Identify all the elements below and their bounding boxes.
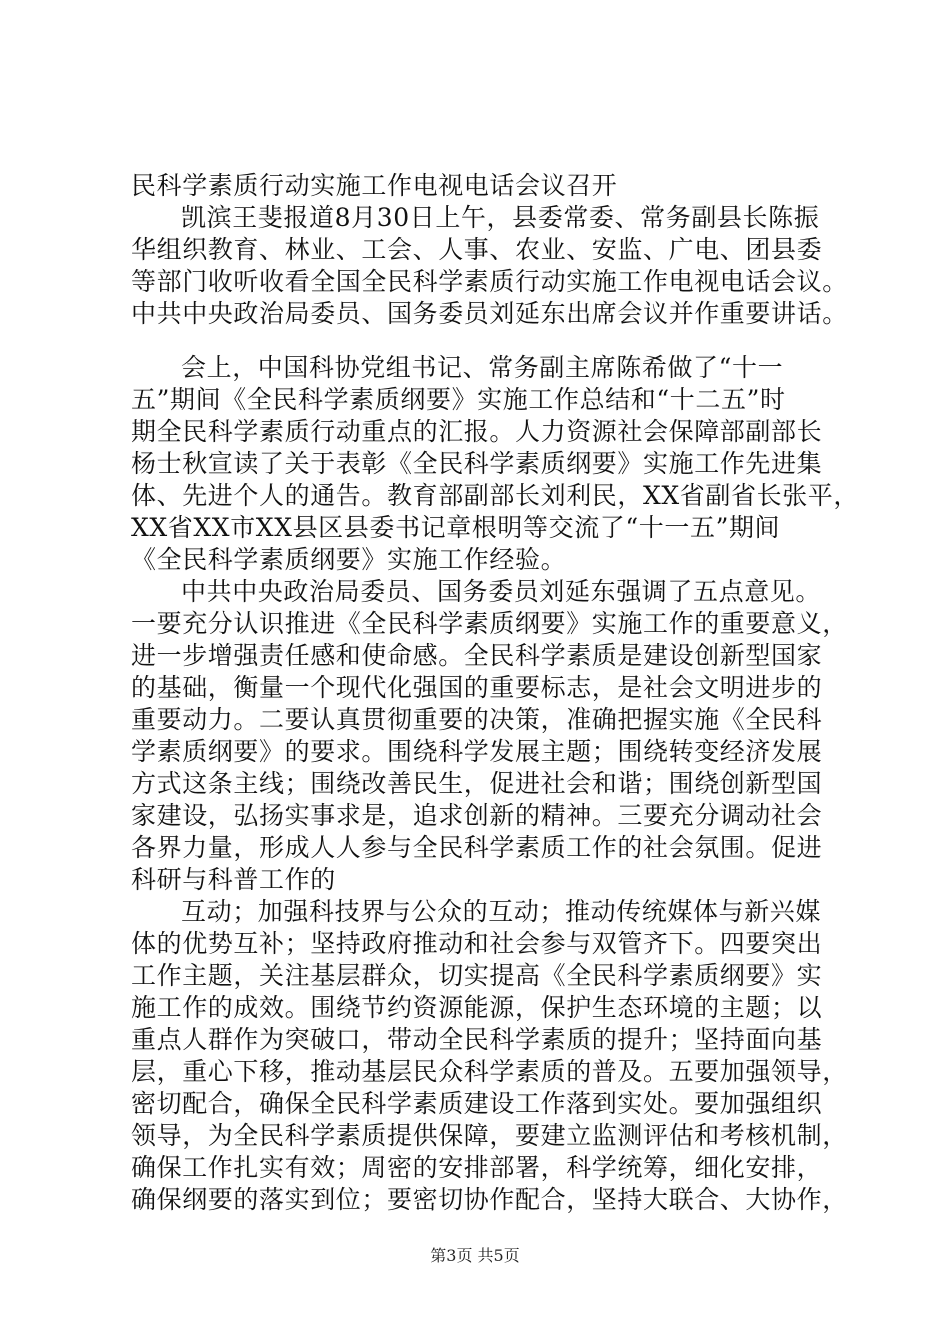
text-line: 体、先进个人的通告。教育部副部长刘利民，XX省副省长张平， xyxy=(131,481,859,510)
text-line: 一要充分认识推进《全民科学素质纲要》实施工作的重要意义， xyxy=(131,609,848,638)
text-line: 等部门收听收看全国全民科学素质行动实施工作电视电话会议。 xyxy=(131,267,848,296)
text-line: 《全民科学素质纲要》实施工作经验。 xyxy=(131,545,567,574)
text-line: 互动；加强科技界与公众的互动；推动传统媒体与新兴媒 xyxy=(181,897,822,926)
text-line: 科研与科普工作的 xyxy=(131,865,336,894)
text-line: 期全民科学素质行动重点的汇报。人力资源社会保障部副部长 xyxy=(131,417,823,446)
text-line: 学素质纲要》的要求。围绕科学发展主题；围绕转变经济发展 xyxy=(131,737,823,766)
text-line: 进一步增强责任感和使命感。全民科学素质是建设创新型国家 xyxy=(131,641,823,670)
text-line: 家建设，弘扬实事求是，追求创新的精神。三要充分调动社会 xyxy=(131,801,823,830)
text-line: 会上，中国科协党组书记、常务副主席陈希做了“十一 xyxy=(181,353,784,382)
page-footer xyxy=(0,1246,950,1266)
text-line: 确保纲要的落实到位；要密切协作配合，坚持大联合、大协作， xyxy=(131,1185,848,1214)
text-line: 领导，为全民科学素质提供保障，要建立监测评估和考核机制， xyxy=(131,1121,848,1150)
text-line: 重要动力。二要认真贯彻重要的决策，准确把握实施《全民科 xyxy=(131,705,823,734)
text-line: 密切配合，确保全民科学素质建设工作落到实处。要加强组织 xyxy=(131,1089,823,1118)
text-line: 施工作的成效。围绕节约资源能源，保护生态环境的主题；以 xyxy=(131,993,823,1022)
text-line: 重点人群作为突破口，带动全民科学素质的提升；坚持面向基 xyxy=(131,1025,823,1054)
document-body xyxy=(131,170,859,1216)
text-line: 中共中央政治局委员、国务委员刘延东强调了五点意见。 xyxy=(181,577,822,606)
text-line: 华组织教育、林业、工会、人事、农业、安监、广电、团县委 xyxy=(131,235,823,264)
text-line: 的基础，衡量一个现代化强国的重要标志，是社会文明进步的 xyxy=(131,673,823,702)
text-line: 体的优势互补；坚持政府推动和社会参与双管齐下。四要突出 xyxy=(131,929,823,958)
text-line: 工作主题，关注基层群众，切实提高《全民科学素质纲要》实 xyxy=(131,961,823,990)
text-line: 五”期间《全民科学素质纲要》实施工作总结和“十二五”时 xyxy=(131,385,786,414)
text-line: 民科学素质行动实施工作电视电话会议召开 xyxy=(131,171,618,200)
text-line: 各界力量，形成人人参与全民科学素质工作的社会氛围。促进 xyxy=(131,833,823,862)
text-line: 方式这条主线；围绕改善民生，促进社会和谐；围绕创新型国 xyxy=(131,769,823,798)
text-line: 层，重心下移，推动基层民众科学素质的普及。五要加强领导， xyxy=(131,1057,848,1086)
text-line: XX省XX市XX县区县委书记章根明等交流了“十一五”期间 xyxy=(131,513,781,542)
text-line: 凯滨王斐报道8月30日上午，县委常委、常务副县长陈振 xyxy=(181,203,820,232)
text-line: 中共中央政治局委员、国务委员刘延东出席会议并作重要讲话。 xyxy=(131,299,848,328)
paragraph-gap xyxy=(131,330,851,352)
page-number: 第3页 共5页 xyxy=(430,1246,520,1265)
text-line: 杨士秋宣读了关于表彰《全民科学素质纲要》实施工作先进集 xyxy=(131,449,823,478)
text-line: 确保工作扎实有效；周密的安排部署，科学统筹，细化安排， xyxy=(131,1153,823,1182)
